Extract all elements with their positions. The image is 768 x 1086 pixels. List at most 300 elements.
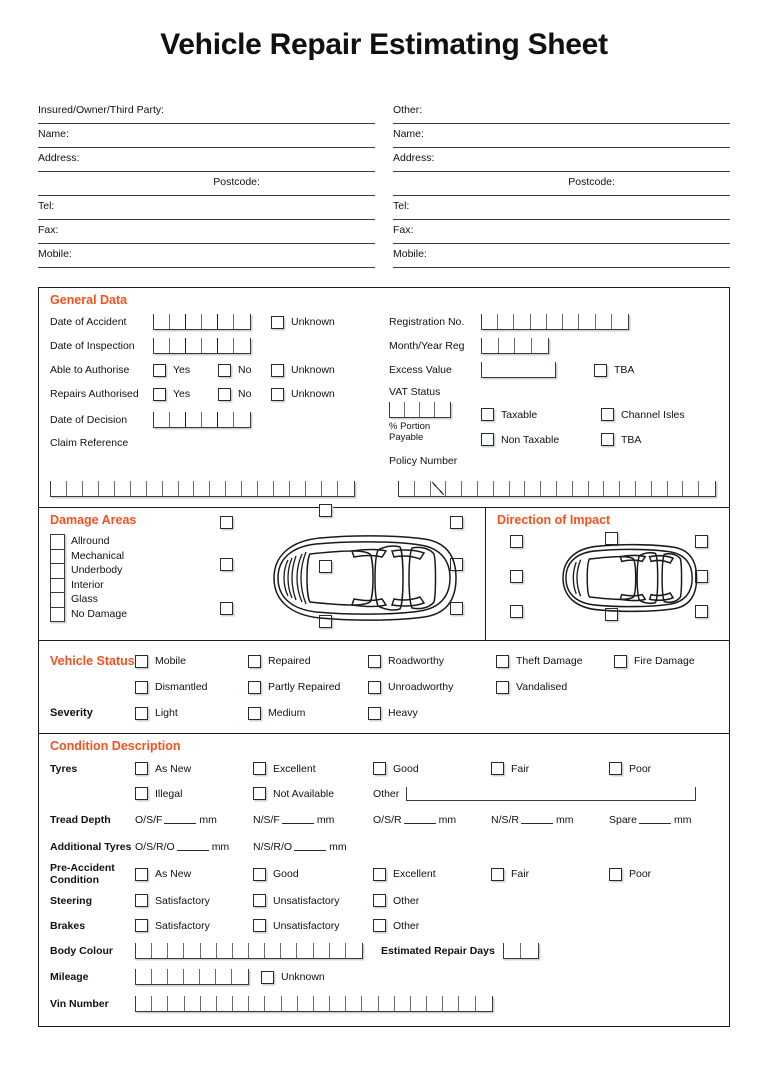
comb-cell[interactable] (494, 481, 510, 496)
other-heading-label: Other: (393, 104, 423, 116)
comb-cell[interactable] (242, 481, 258, 496)
car-top-view-diagram (244, 530, 462, 626)
registration-no-row (389, 310, 729, 334)
comb-cell[interactable] (532, 338, 549, 353)
date-of-inspection-label: Date of Inspection (50, 340, 135, 352)
excess-value-tba-checkbox[interactable] (594, 364, 634, 377)
severity-light-checkbox[interactable] (135, 707, 248, 720)
comb-cell[interactable] (154, 314, 170, 329)
tyres-as-new-label: As New (155, 762, 192, 775)
insured-name-field[interactable] (38, 124, 375, 148)
impact-checkbox-front-left[interactable] (510, 535, 523, 548)
tyres-not-available-checkbox[interactable] (253, 787, 373, 800)
steering-satisfactory-label: Satisfactory (155, 894, 210, 907)
comb-cell[interactable] (186, 314, 202, 329)
comb-cell[interactable] (163, 481, 179, 496)
comb-cell[interactable] (338, 481, 354, 496)
comb-cell[interactable] (297, 943, 313, 958)
tyres-illegal-checkbox[interactable] (135, 787, 253, 800)
checkbox-icon (153, 388, 166, 401)
comb-cell[interactable] (186, 412, 202, 427)
additional-tyres-nsro-prefix: N/S/R/O (253, 841, 293, 853)
other-mobile-field[interactable] (393, 244, 730, 268)
comb-cell[interactable] (547, 314, 563, 329)
mileage-unknown-checkbox[interactable] (261, 971, 325, 984)
comb-cell[interactable] (218, 338, 234, 353)
comb-cell[interactable] (226, 481, 242, 496)
comb-cell[interactable] (431, 481, 447, 496)
comb-cell[interactable] (415, 481, 431, 496)
registration-no-input[interactable] (481, 314, 629, 330)
comb-cell[interactable] (668, 481, 684, 496)
comb-cell[interactable] (210, 481, 226, 496)
tyres-fair-checkbox[interactable] (491, 762, 609, 775)
tread-depth-osf-field[interactable] (135, 814, 253, 826)
able-to-authorise-row (50, 358, 387, 382)
comb-cell[interactable] (217, 996, 233, 1011)
general-data-section (38, 287, 730, 508)
insured-heading-field[interactable] (38, 100, 375, 124)
write-in-line (404, 823, 436, 824)
comb-cell[interactable] (699, 481, 715, 496)
vehicle-status-fire-damage-checkbox[interactable] (614, 655, 695, 668)
comb-cell[interactable] (265, 996, 281, 1011)
damage-area-checkbox[interactable] (51, 608, 64, 623)
insured-name-label: Name: (38, 128, 69, 140)
checkbox-icon (609, 868, 622, 881)
steering-other-checkbox[interactable] (373, 894, 491, 907)
vehicle-status-repaired-label: Repaired (268, 655, 311, 667)
damage-areas-panel (39, 508, 486, 640)
damage-areas-checkbox-stack[interactable] (50, 534, 65, 622)
comb-cell[interactable] (362, 996, 378, 1011)
excess-value-label: Excess Value (389, 364, 452, 376)
vehicle-status-roadworthy-checkbox[interactable] (368, 655, 496, 668)
impact-checkbox-left[interactable] (510, 570, 523, 583)
insured-owner-column (38, 100, 375, 268)
comb-cell[interactable] (186, 338, 202, 353)
tread-depth-spare-field[interactable] (609, 814, 692, 826)
comb-cell[interactable] (290, 481, 306, 496)
policy-number-label: Policy Number (389, 455, 458, 467)
other-name-field[interactable] (393, 124, 730, 148)
tread-depth-osr-field[interactable] (373, 814, 491, 826)
comb-cell[interactable] (152, 943, 168, 958)
checkbox-icon (491, 762, 504, 775)
vehicle-status-theft-damage-checkbox[interactable] (496, 655, 614, 668)
tread-depth-nsf-prefix: N/S/F (253, 814, 280, 826)
damage-area-checkbox[interactable] (51, 550, 64, 565)
brakes-satisfactory-checkbox[interactable] (135, 919, 253, 932)
comb-cell[interactable] (427, 996, 443, 1011)
vehicle-status-repaired-checkbox[interactable] (248, 655, 368, 668)
repairs-authorised-yes-checkbox[interactable] (153, 388, 218, 401)
vat-channel-isles-label: Channel Isles (621, 408, 685, 421)
vehicle-status-roadworthy-label: Roadworthy (388, 655, 445, 667)
comb-cell[interactable] (411, 996, 427, 1011)
pre-accident-excellent-label: Excellent (393, 868, 436, 880)
other-heading-field[interactable] (393, 100, 730, 124)
comb-cell[interactable] (274, 481, 290, 496)
comb-cell[interactable] (136, 943, 152, 958)
comb-cell[interactable] (233, 943, 249, 958)
comb-cell[interactable] (510, 481, 526, 496)
steering-unsatisfactory-label: Unsatisfactory (273, 894, 340, 907)
comb-cell[interactable] (265, 943, 281, 958)
write-in-line (164, 823, 196, 824)
comb-cell[interactable] (136, 996, 152, 1011)
comb-cell[interactable] (152, 969, 168, 984)
insured-mobile-label: Mobile: (38, 248, 72, 260)
estimated-repair-days-input[interactable] (503, 943, 539, 959)
repairs-authorised-label: Repairs Authorised (50, 388, 139, 400)
vehicle-status-vandalised-label: Vandalised (516, 681, 568, 693)
comb-cell[interactable] (604, 481, 620, 496)
claim-reference-label: Claim Reference (50, 437, 129, 449)
comb-cell[interactable] (499, 338, 516, 353)
excess-value-input[interactable] (481, 362, 556, 378)
other-mobile-label: Mobile: (393, 248, 427, 260)
comb-cell[interactable] (306, 481, 322, 496)
comb-cell[interactable] (482, 338, 499, 353)
vehicle-status-unroadworthy-label: Unroadworthy (388, 681, 454, 693)
vat-tba-label: TBA (621, 433, 642, 446)
comb-cell[interactable] (154, 338, 170, 353)
additional-tyres-label: Additional Tyres (50, 841, 132, 853)
comb-cell[interactable] (234, 314, 250, 329)
comb-cell[interactable] (390, 402, 405, 417)
tyres-label: Tyres (50, 762, 78, 775)
comb-cell[interactable] (330, 996, 346, 1011)
insured-fax-label: Fax: (38, 224, 59, 236)
comb-cell[interactable] (521, 943, 538, 958)
comb-cell[interactable] (420, 402, 435, 417)
pre-accident-label-line2: Condition (50, 874, 99, 886)
comb-cell[interactable] (234, 338, 250, 353)
date-of-accident-unknown-label: Unknown (291, 316, 335, 328)
checkbox-icon (271, 364, 284, 377)
checkbox-icon (481, 433, 494, 446)
severity-label: Severity (50, 707, 93, 719)
repairs-authorised-no-checkbox[interactable] (218, 388, 271, 401)
comb-cell[interactable] (435, 402, 450, 417)
comb-cell[interactable] (459, 996, 475, 1011)
body-colour-input[interactable] (135, 943, 363, 959)
comb-cell[interactable] (202, 338, 218, 353)
insured-tel-field[interactable] (38, 196, 375, 220)
checkbox-icon (373, 894, 386, 907)
tyres-other-input[interactable] (406, 787, 696, 801)
insured-mobile-field[interactable] (38, 244, 375, 268)
tyres-not-available-label: Not Available (273, 787, 335, 800)
comb-cell[interactable] (218, 412, 234, 427)
comb-cell[interactable] (446, 481, 462, 496)
tread-depth-nsf-field[interactable] (253, 814, 373, 826)
mileage-input[interactable] (135, 969, 249, 985)
checkbox-icon (496, 681, 509, 694)
comb-cell[interactable] (168, 996, 184, 1011)
comb-cell[interactable] (83, 481, 99, 496)
tread-depth-osr-prefix: O/S/R (373, 814, 402, 826)
insured-fax-field[interactable] (38, 220, 375, 244)
tyres-good-checkbox[interactable] (373, 762, 491, 775)
comb-cell[interactable] (249, 996, 265, 1011)
brakes-label: Brakes (50, 919, 86, 932)
comb-cell[interactable] (234, 412, 250, 427)
mileage-row (50, 964, 729, 990)
vat-tba-checkbox[interactable] (601, 433, 641, 446)
brakes-other-checkbox[interactable] (373, 919, 491, 932)
comb-cell[interactable] (683, 481, 699, 496)
comb-cell[interactable] (346, 996, 362, 1011)
direction-of-impact-panel (486, 508, 729, 640)
reference-combs-row (39, 480, 729, 507)
tyres-row-1 (50, 756, 729, 781)
comb-cell[interactable] (515, 338, 532, 353)
tread-depth-row (50, 806, 729, 834)
comb-cell[interactable] (136, 969, 152, 984)
insured-postcode-field[interactable] (38, 172, 375, 196)
checkbox-icon (253, 787, 266, 800)
comb-cell[interactable] (170, 338, 186, 353)
general-data-right-column (387, 310, 729, 470)
comb-cell[interactable] (498, 314, 514, 329)
comb-cell[interactable] (504, 943, 521, 958)
date-of-accident-row (50, 310, 387, 334)
steering-label: Steering (50, 894, 93, 907)
comb-cell[interactable] (152, 996, 168, 1011)
other-address-label: Address: (393, 152, 435, 164)
comb-cell[interactable] (482, 314, 498, 329)
damage-areas-list (50, 534, 127, 622)
able-to-authorise-yes-checkbox[interactable] (153, 364, 218, 377)
comb-cell[interactable] (579, 314, 595, 329)
comb-cell[interactable] (636, 481, 652, 496)
comb-cell[interactable] (217, 943, 233, 958)
comb-cell[interactable] (201, 943, 217, 958)
comb-cell[interactable] (525, 481, 541, 496)
comb-cell[interactable] (596, 314, 612, 329)
pre-accident-fair-checkbox[interactable] (491, 868, 609, 881)
comb-cell[interactable] (395, 996, 411, 1011)
pre-accident-excellent-checkbox[interactable] (373, 868, 491, 881)
comb-cell[interactable] (462, 481, 478, 496)
comb-cell[interactable] (281, 943, 297, 958)
checkbox-icon (601, 433, 614, 446)
comb-cell[interactable] (531, 314, 547, 329)
comb-cell[interactable] (185, 996, 201, 1011)
tread-depth-nsr-field[interactable] (491, 814, 609, 826)
comb-cell[interactable] (298, 996, 314, 1011)
comb-cell[interactable] (232, 969, 248, 984)
insured-address-label: Address: (38, 152, 80, 164)
tyres-excellent-checkbox[interactable] (253, 762, 373, 775)
condition-description-title: Condition Description (50, 739, 181, 753)
date-of-decision-input[interactable] (153, 412, 251, 428)
comb-cell[interactable] (620, 481, 636, 496)
comb-cell[interactable] (379, 996, 395, 1011)
damage-checkbox-front[interactable] (319, 504, 332, 517)
damage-checkbox-front-left-quarter[interactable] (220, 516, 233, 529)
comb-cell[interactable] (179, 481, 195, 496)
comb-cell[interactable] (51, 481, 67, 496)
percent-portion-label-line2: Payable (389, 432, 424, 443)
other-postcode-label: Postcode: (568, 176, 615, 188)
impact-checkbox-rear-left[interactable] (510, 605, 523, 618)
comb-cell[interactable] (184, 943, 200, 958)
comb-cell[interactable] (322, 481, 338, 496)
vehicle-status-vandalised-checkbox[interactable] (496, 681, 614, 694)
comb-cell[interactable] (563, 314, 579, 329)
comb-cell[interactable] (147, 481, 163, 496)
able-to-authorise-yes-label: Yes (173, 364, 191, 376)
comb-cell[interactable] (201, 996, 217, 1011)
damage-area-label-allround: Allround (71, 535, 110, 547)
page-title: Vehicle Repair Estimating Sheet (160, 28, 608, 61)
checkbox-icon (614, 655, 627, 668)
other-postcode-field[interactable] (393, 172, 730, 196)
checkbox-icon (135, 787, 148, 800)
vat-non-taxable-checkbox[interactable] (481, 433, 601, 446)
checkbox-icon (135, 868, 148, 881)
comb-cell[interactable] (216, 969, 232, 984)
pre-accident-as-new-label: As New (155, 868, 192, 880)
tread-depth-osr-unit: mm (438, 814, 457, 826)
comb-cell[interactable] (170, 314, 186, 329)
pre-accident-good-checkbox[interactable] (253, 868, 373, 881)
vehicle-status-dismantled-checkbox[interactable] (135, 681, 248, 694)
vin-number-row (50, 990, 729, 1018)
tread-depth-nsr-unit: mm (556, 814, 574, 826)
repairs-authorised-unknown-checkbox[interactable] (271, 388, 335, 401)
comb-cell[interactable] (154, 412, 170, 427)
repairs-authorised-no-label: No (238, 388, 252, 400)
pre-accident-good-label: Good (273, 868, 299, 880)
vehicle-status-mobile-label: Mobile (155, 655, 186, 667)
vat-taxable-checkbox[interactable] (481, 408, 601, 421)
other-fax-field[interactable] (393, 220, 730, 244)
brakes-unsatisfactory-label: Unsatisfactory (273, 919, 340, 932)
comb-cell[interactable] (399, 481, 415, 496)
vehicle-status-partly-repaired-checkbox[interactable] (248, 681, 368, 694)
comb-cell[interactable] (282, 996, 298, 1011)
vehicle-status-unroadworthy-checkbox[interactable] (368, 681, 496, 694)
claim-reference-input[interactable] (50, 481, 355, 497)
comb-cell[interactable] (478, 481, 494, 496)
damage-area-label-mechanical: Mechanical (71, 549, 125, 562)
comb-cell[interactable] (131, 481, 147, 496)
comb-cell[interactable] (168, 943, 184, 958)
policy-number-input[interactable] (398, 481, 716, 497)
comb-cell[interactable] (314, 996, 330, 1011)
comb-cell[interactable] (200, 969, 216, 984)
damage-checkbox-rear-left-quarter[interactable] (220, 602, 233, 615)
comb-cell[interactable] (194, 481, 210, 496)
comb-cell[interactable] (589, 481, 605, 496)
comb-cell[interactable] (443, 996, 459, 1011)
comb-cell[interactable] (573, 481, 589, 496)
percent-portion-payable-input[interactable] (389, 402, 451, 418)
comb-cell[interactable] (99, 481, 115, 496)
comb-cell[interactable] (233, 996, 249, 1011)
comb-cell[interactable] (202, 314, 218, 329)
tread-depth-nsr-prefix: N/S/R (491, 814, 520, 826)
other-tel-field[interactable] (393, 196, 730, 220)
comb-cell[interactable] (405, 402, 420, 417)
additional-tyres-osro-field[interactable] (135, 841, 253, 853)
comb-cell[interactable] (202, 412, 218, 427)
comb-cell[interactable] (330, 943, 346, 958)
comb-cell[interactable] (249, 943, 265, 958)
able-to-authorise-no-checkbox[interactable] (218, 364, 271, 377)
comb-cell[interactable] (115, 481, 131, 496)
severity-heavy-checkbox[interactable] (368, 707, 496, 720)
brakes-satisfactory-label: Satisfactory (155, 919, 210, 932)
insured-address-field[interactable] (38, 148, 375, 172)
policy-number-row (389, 452, 729, 470)
date-of-accident-unknown-checkbox[interactable] (271, 316, 335, 329)
pre-accident-as-new-checkbox[interactable] (135, 868, 253, 881)
date-of-inspection-input[interactable] (153, 338, 251, 354)
date-of-accident-label: Date of Accident (50, 316, 127, 328)
vehicle-status-mobile-checkbox[interactable] (135, 655, 248, 668)
damage-checkbox-front-right-quarter[interactable] (450, 516, 463, 529)
comb-cell[interactable] (557, 481, 573, 496)
comb-cell[interactable] (514, 314, 530, 329)
comb-cell[interactable] (652, 481, 668, 496)
comb-cell[interactable] (67, 481, 83, 496)
damage-area-checkbox[interactable] (51, 579, 64, 594)
comb-cell[interactable] (476, 996, 492, 1011)
additional-tyres-row (50, 834, 729, 860)
tyres-good-label: Good (393, 762, 419, 775)
comb-cell[interactable] (170, 412, 186, 427)
comb-cell[interactable] (218, 314, 234, 329)
steering-satisfactory-checkbox[interactable] (135, 894, 253, 907)
tyres-as-new-checkbox[interactable] (135, 762, 253, 775)
comb-cell[interactable] (541, 481, 557, 496)
steering-unsatisfactory-checkbox[interactable] (253, 894, 373, 907)
damage-area-checkbox[interactable] (51, 564, 64, 579)
vehicle-status-title: Vehicle Status (50, 654, 135, 668)
comb-cell[interactable] (184, 969, 200, 984)
severity-medium-checkbox[interactable] (248, 707, 368, 720)
comb-cell[interactable] (314, 943, 330, 958)
damage-checkbox-left-side[interactable] (220, 558, 233, 571)
checkbox-icon (135, 919, 148, 932)
comb-cell[interactable] (346, 943, 362, 958)
pre-accident-condition-row (50, 860, 729, 888)
other-address-field[interactable] (393, 148, 730, 172)
vat-channel-isles-checkbox[interactable] (601, 408, 685, 421)
damage-area-checkbox[interactable] (51, 593, 64, 608)
month-year-reg-input[interactable] (481, 338, 549, 354)
comb-cell[interactable] (168, 969, 184, 984)
additional-tyres-nsro-field[interactable] (253, 841, 373, 853)
tyres-poor-checkbox[interactable] (609, 762, 651, 775)
date-of-decision-label: Date of Decision (50, 414, 128, 426)
comb-cell[interactable] (258, 481, 274, 496)
able-to-authorise-unknown-checkbox[interactable] (271, 364, 335, 377)
damage-area-checkbox[interactable] (51, 535, 64, 550)
date-of-accident-input[interactable] (153, 314, 251, 330)
date-of-inspection-row (50, 334, 387, 358)
comb-cell[interactable] (612, 314, 628, 329)
damage-area-label-underbody: Underbody (71, 564, 123, 576)
pre-accident-poor-checkbox[interactable] (609, 868, 651, 881)
vin-number-input[interactable] (135, 996, 493, 1012)
brakes-unsatisfactory-checkbox[interactable] (253, 919, 373, 932)
